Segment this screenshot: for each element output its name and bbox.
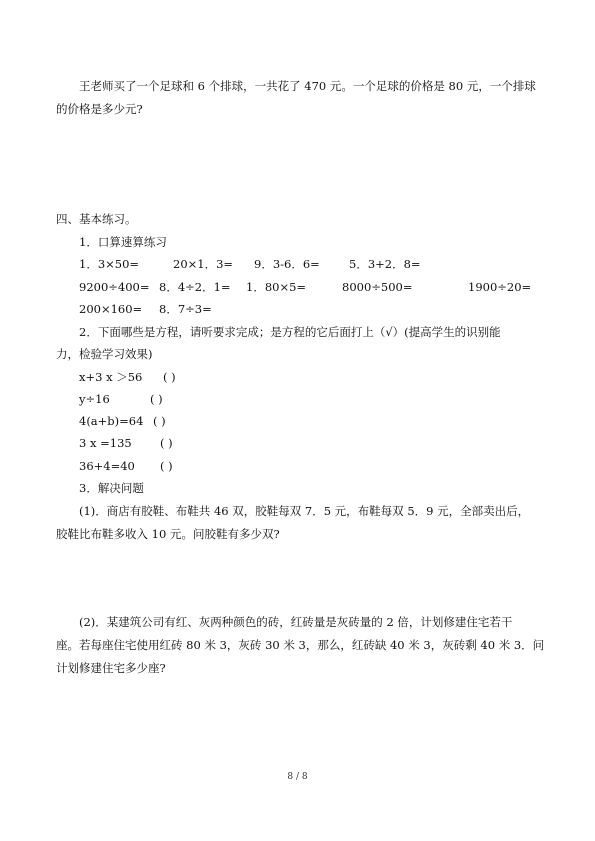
question-2-line-3: 计划修建住宅多少座? xyxy=(56,661,166,675)
calc-row-2-item-2: 8．4÷2．1= xyxy=(159,280,231,294)
calc-row-2-item-5: 1900÷20= xyxy=(468,280,532,294)
intro-problem-line-2: 的价格是多少元? xyxy=(56,102,143,116)
question-1-line-2: 胶鞋比布鞋多收入 10 元。问胶鞋有多少双? xyxy=(56,527,280,541)
intro-problem-line-1: 王老师买了一个足球和 6 个排球，一共花了 470 元。一个足球的价格是 80 元，一个排球 xyxy=(79,79,536,93)
equation-item-2-expr: y÷16 xyxy=(79,392,110,406)
equation-item-5-expr: 36+4=40 xyxy=(79,459,135,473)
page-number: 8 / 8 xyxy=(287,772,308,782)
equation-item-3-blank[interactable]: ( ) xyxy=(153,414,166,428)
equation-item-1-expr: x+3 x ＞56 xyxy=(79,370,143,384)
calc-row-1-item-3: 9．3-6．6= xyxy=(254,257,320,271)
part-2-heading-line-1: 2．下面哪些是方程，请听要求完成；是方程的它后面打上（√）(提高学生的识别能 xyxy=(79,325,501,339)
question-2-line-2: 座。若每座住宅使用红砖 80 米 3，灰砖 30 米 3，那么，红砖缺 40 米 3，灰砖剩 40 米 3．问 xyxy=(56,638,545,652)
calc-row-1-item-4: 5．3+2．8= xyxy=(349,257,421,271)
question-2-line-1: (2)．某建筑公司有红、灰两种颜色的砖，红砖量是灰砖量的 2 倍，计划修建住宅若干 xyxy=(79,615,513,629)
part-2-heading-line-2: 力，检验学习效果) xyxy=(56,347,153,361)
calc-row-1-item-1: 1．3×50= xyxy=(79,257,140,271)
section-4-title: 四、基本练习。 xyxy=(56,212,137,226)
equation-item-3-expr: 4(a+b)=64 xyxy=(79,414,144,428)
equation-item-5-blank[interactable]: ( ) xyxy=(160,459,173,473)
equation-item-4-expr: 3 x =135 xyxy=(79,436,132,450)
calc-row-2-item-3: 1．80×5= xyxy=(246,280,307,294)
equation-item-2-blank[interactable]: ( ) xyxy=(150,392,163,406)
equation-item-4-blank[interactable]: ( ) xyxy=(160,436,173,450)
calc-row-2-item-1: 9200÷400= xyxy=(79,280,150,294)
calc-row-3-item-1: 200×160= xyxy=(79,302,143,316)
calc-row-3-item-2: 8．7÷3= xyxy=(159,302,212,316)
calc-row-1-item-2: 20×1．3= xyxy=(173,257,234,271)
equation-item-1-blank[interactable]: ( ) xyxy=(163,370,176,384)
calc-row-2-item-4: 8000÷500= xyxy=(342,280,413,294)
part-1-heading: 1．口算速算练习 xyxy=(79,235,167,249)
question-1-line-1: (1)．商店有胶鞋、布鞋共 46 双，胶鞋每双 7．5 元，布鞋每双 5．9 元，全部卖出后， xyxy=(79,504,530,518)
part-3-heading: 3．解决问题 xyxy=(79,481,144,495)
